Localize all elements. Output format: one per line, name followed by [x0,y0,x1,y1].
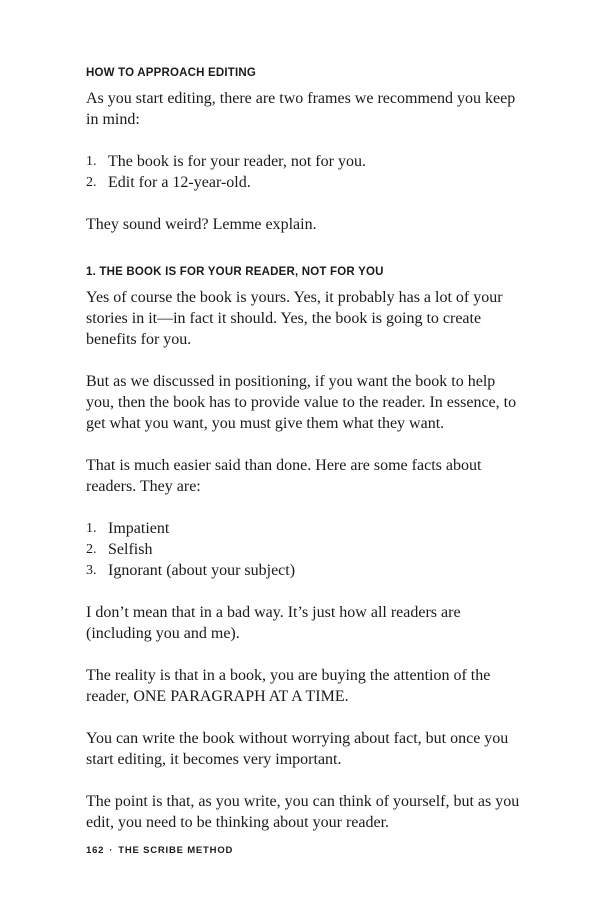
list-item-number: 2. [86,542,97,557]
page-content [86,62,524,854]
list-item [86,518,524,539]
list-item [86,172,524,193]
section-heading-reader: 1. THE BOOK IS FOR YOUR READER, NOT FOR YOU [86,266,384,278]
footer-separator: · [109,845,114,856]
list-item-text: Selfish [108,541,153,558]
list-item [86,151,524,172]
list-item-text: Impatient [108,520,170,537]
paragraph: I don’t mean that in a bad way. It’s just how all readers are (including you and me). [86,604,461,642]
book-title: THE SCRIBE METHOD [118,845,234,856]
list-item-text: The book is for your reader, not for you. [108,153,366,170]
list-item-number: 1. [86,154,97,169]
list-item [86,560,524,581]
section-heading-editing: HOW TO APPROACH EDITING [86,67,257,79]
paragraph: But as we discussed in positioning, if you want the book to help you, then the book has to provide value to the reader. In essence, to get what you want, you must give them what they want. [86,373,517,432]
paragraph: The reality is that in a book, you are buying the attention of the reader, ONE PARAGRAPH AT A TIME. [86,667,491,705]
list-item-number: 1. [86,521,97,536]
paragraph: Yes of course the book is yours. Yes, it probably has a lot of your stories in it—in fact it should. Yes, the book is going to create benefits for you. [86,289,503,348]
list-item-number: 2. [86,175,97,190]
page-number: 162 [86,845,105,856]
reader-traits-list [86,518,524,581]
intro-paragraph: As you start editing, there are two frames we recommend you keep in mind: [86,90,516,128]
paragraph: That is much easier said than done. Here are some facts about readers. They are: [86,457,482,495]
list-item-text: Edit for a 12-year-old. [108,174,251,191]
list-item-text: Ignorant (about your subject) [108,562,296,579]
outro-paragraph: They sound weird? Lemme explain. [86,216,317,233]
list-item [86,539,524,560]
frames-list [86,151,524,193]
list-item-number: 3. [86,563,97,578]
paragraph: You can write the book without worrying about fact, but once you start editing, it becomes very important. [86,730,509,768]
paragraph: The point is that, as you write, you can think of yourself, but as you edit, you need to be thinking about your reader. [86,793,520,831]
page-footer [86,845,233,856]
